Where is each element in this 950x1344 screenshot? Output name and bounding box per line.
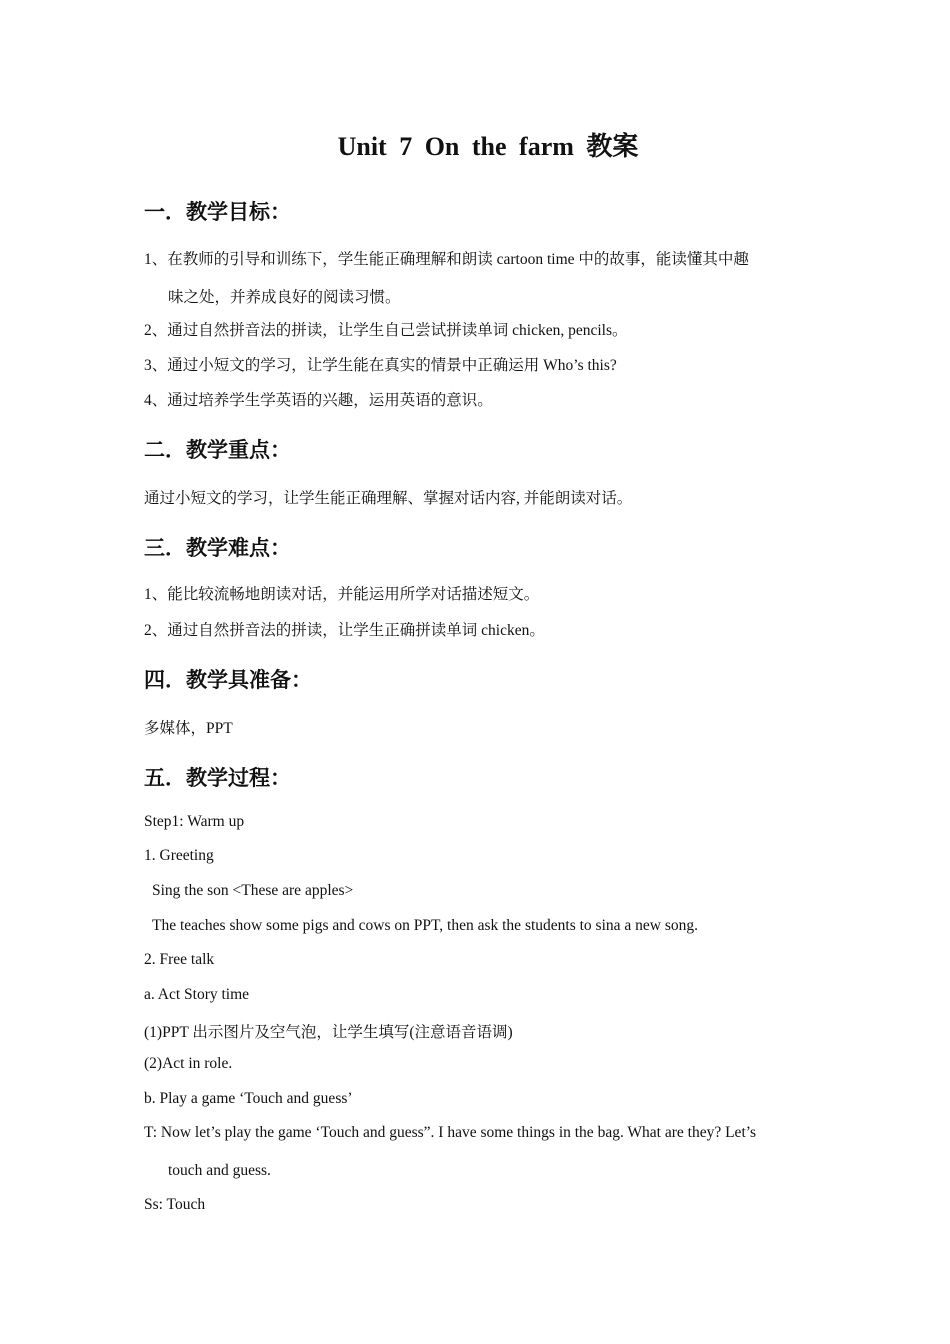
procedure-line: Sing the son <These are apples> [152, 882, 354, 899]
procedure-line: (2)Act in role. [144, 1055, 233, 1072]
section-heading-procedure: 五．教学过程： [144, 766, 291, 790]
procedure-line: (1)PPT 出示图片及空气泡，让学生填写(注意语音语调) [144, 1024, 513, 1041]
procedure-line: T: Now let’s play the game ‘Touch and guess”. I have some things in the bag. What are they? Let’s [144, 1124, 757, 1141]
objective-2: 2、通过自然拼音法的拼读，让学生自己尝试拼读单词 chicken, pencils。 [144, 322, 628, 339]
section-heading-objectives: 一．教学目标： [144, 200, 291, 224]
section-heading-materials: 四．教学具准备： [144, 668, 312, 692]
procedure-line: a. Act Story time [144, 986, 250, 1003]
procedure-line: The teaches show some pigs and cows on PPT, then ask the students to sina a new song. [152, 917, 699, 934]
difficulty-2: 2、通过自然拼音法的拼读，让学生正确拼读单词 chicken。 [144, 622, 545, 639]
procedure-line: b. Play a game ‘Touch and guess’ [144, 1090, 353, 1107]
objective-4: 4、通过培养学生学英语的兴趣，运用英语的意识。 [144, 392, 493, 409]
procedure-line: Ss: Touch [144, 1196, 206, 1213]
procedure-line: touch and guess. [168, 1162, 271, 1179]
objective-1-line-2: 味之处，并养成良好的阅读习惯。 [168, 289, 401, 306]
objective-1-line-1: 1、在教师的引导和训练下，学生能正确理解和朗读 cartoon time 中的故事，能读懂其中趣 [144, 251, 749, 268]
section-heading-key-points: 二．教学重点： [144, 438, 291, 462]
procedure-line: 1. Greeting [144, 847, 214, 864]
key-points-text: 通过小短文的学习，让学生能正确理解、掌握对话内容, 并能朗读对话。 [144, 490, 633, 507]
materials-text: 多媒体，PPT [144, 720, 233, 737]
procedure-line: 2. Free talk [144, 951, 215, 968]
procedure-line: Step1: Warm up [144, 813, 245, 830]
document-title: Unit 7 On the farm 教案 [337, 132, 639, 161]
difficulty-1: 1、能比较流畅地朗读对话，并能运用所学对话描述短文。 [144, 586, 540, 603]
section-heading-difficulties: 三．教学难点： [144, 536, 291, 560]
objective-3: 3、通过小短文的学习，让学生能在真实的情景中正确运用 Who’s this? [144, 357, 617, 374]
